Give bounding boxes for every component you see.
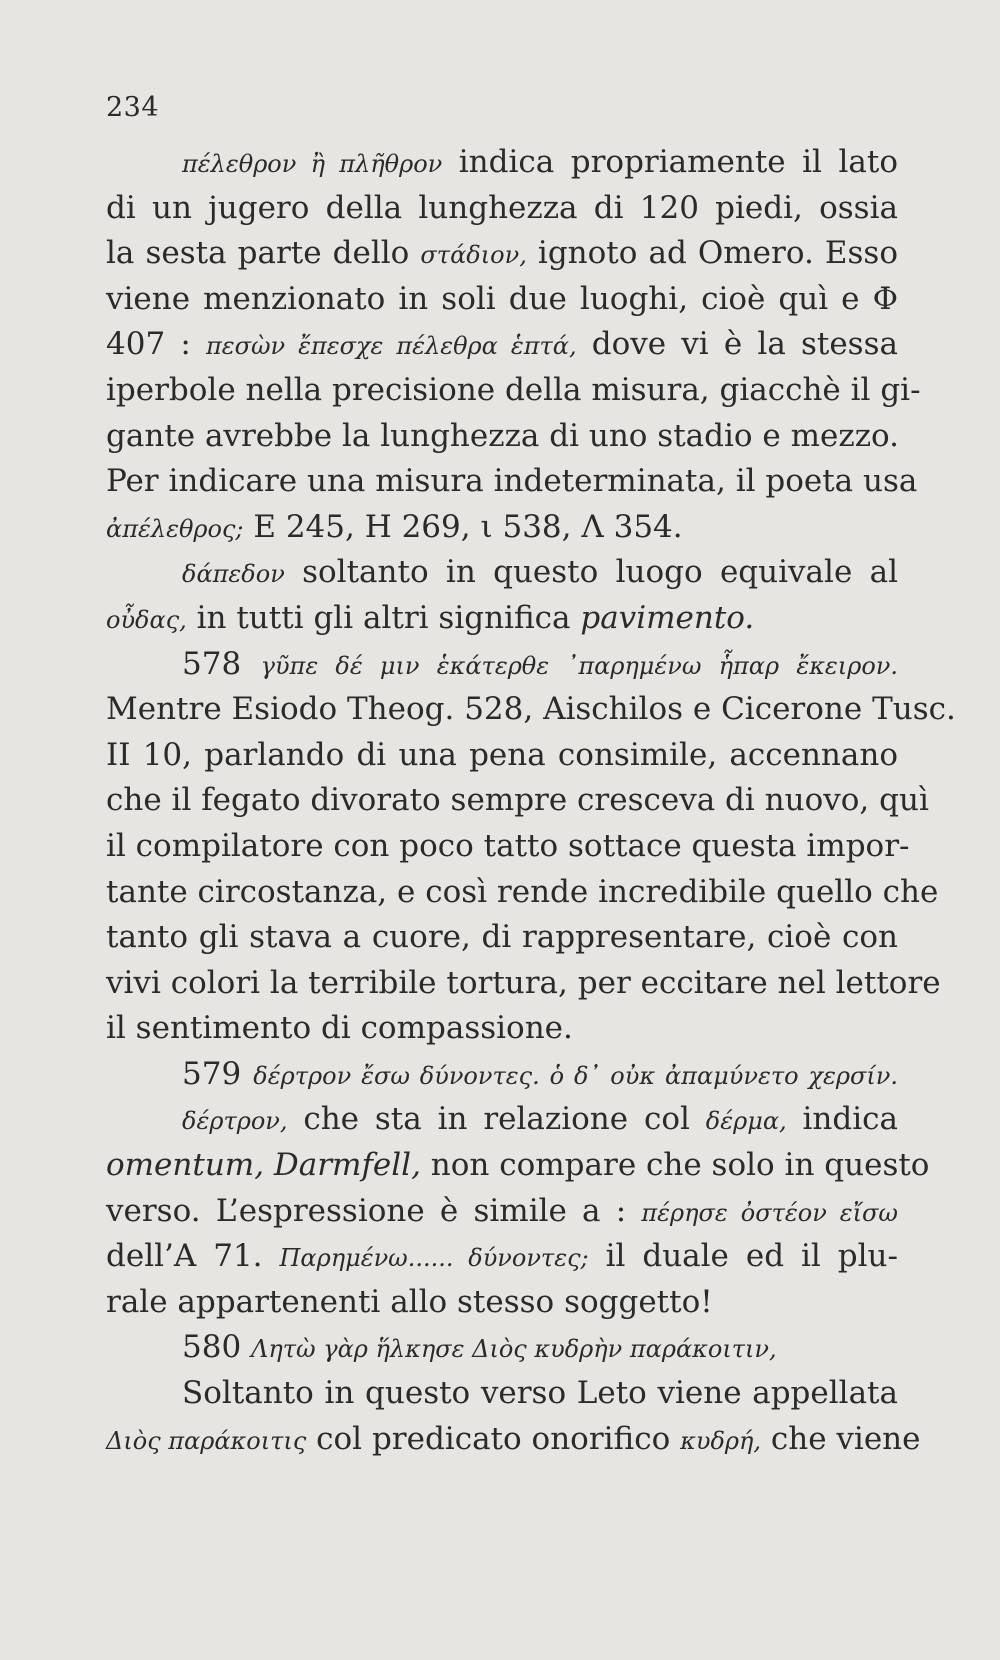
text-line: [106, 186, 898, 232]
text-line: [106, 1006, 898, 1052]
text-line: [106, 915, 898, 961]
greek-text: δάπεδον: [182, 560, 285, 589]
text-run: soltanto in questo luogo equivale al: [284, 554, 898, 591]
text-run: Soltanto in questo verso Leto viene appellata: [182, 1375, 898, 1412]
text-run: ignoto ad Omero. Esso: [526, 235, 899, 272]
text-run: la sesta parte dello: [106, 235, 421, 272]
text-run: vivi colori la terribile tortura, per eccitare nel lettore: [106, 964, 941, 1001]
text-run: indica: [786, 1101, 898, 1138]
text-run: indica propriamente il lato: [442, 144, 898, 180]
text-run: il duale ed il plu-: [588, 1238, 898, 1275]
text-run: 578: [182, 645, 261, 682]
text-run: dell’A 71.: [106, 1238, 280, 1275]
greek-text: πέλεθρον ἢ πλῆθρον: [182, 150, 443, 178]
text-run: viene menzionato in soli due luoghi, cioè quì e Φ: [106, 280, 898, 317]
italic-text: omentum, Darmfell,: [106, 1147, 421, 1184]
text-run: dove vi è la stessa: [576, 326, 898, 363]
text-line: [106, 231, 898, 277]
text-line: [106, 1280, 898, 1326]
text-line: [106, 870, 939, 916]
greek-text: Παρημένω...... δύνοντες;: [279, 1244, 589, 1273]
text-line: [106, 1417, 921, 1463]
text-run: non compare che solo in questo: [420, 1147, 930, 1184]
text-run: II 10, parlando di una pena consimile, accennano: [106, 736, 898, 773]
text-line: [106, 824, 910, 870]
text-line: [106, 1325, 898, 1371]
text-line: [106, 322, 898, 368]
text-run: tante circostanza, e così rende incredibile quello che: [106, 873, 939, 910]
text-line: [106, 505, 898, 551]
text-line: [106, 961, 941, 1007]
text-run: Mentre Esiodo Theog. 528, Aischilos e Cicerone Tusc.: [106, 691, 956, 728]
text-line: [106, 1234, 898, 1280]
greek-text: δέρτρον,: [182, 1107, 288, 1136]
body-text: [106, 140, 956, 1462]
greek-text: γῦπε δέ μιν ἑκάτερθε ᾿παρημένω ἧπαρ ἔκειρον.: [260, 651, 898, 680]
text-run: Per indicare una misura indeterminata, il poeta usa: [106, 463, 918, 500]
text-line: [106, 733, 898, 779]
text-run: 580: [182, 1329, 252, 1366]
text-run: E 245, H 269, ι 538, Λ 354.: [243, 508, 683, 545]
text-line: [106, 550, 898, 596]
text-run: il sentimento di compassione.: [106, 1010, 573, 1047]
text-run: 579: [182, 1055, 254, 1092]
text-line: [106, 687, 956, 733]
text-run: tanto gli stava a cuore, di rappresentare, cioè con: [106, 919, 898, 956]
text-run: gante avrebbe la lunghezza di uno stadio e mezzo.: [106, 417, 900, 454]
text-run: 407 :: [106, 326, 206, 363]
text-run: che il fegato divorato sempre cresceva di nuovo, quì: [106, 782, 929, 819]
text-line: [106, 459, 918, 505]
text-line: [106, 596, 898, 642]
greek-text: κυδρή,: [680, 1426, 762, 1455]
italic-text: pavimento.: [580, 599, 755, 636]
text-line: [106, 1097, 898, 1143]
greek-text: στάδιον,: [420, 241, 527, 270]
greek-text: πέρησε ὀστέον εἴσω: [641, 1198, 899, 1227]
text-run: che viene: [761, 1420, 921, 1457]
greek-text: οὖδας,: [106, 605, 187, 634]
greek-text: Διὸς παράκοιτις: [106, 1426, 307, 1455]
greek-text: ἀπέλεθρος;: [106, 514, 244, 543]
text-run: col predicato onorifico: [306, 1420, 681, 1457]
text-run: verso. L’espressione è simile a :: [106, 1192, 642, 1229]
text-line: [106, 414, 898, 460]
text-run: il compilatore con poco tatto sottace questa impor-: [106, 827, 910, 864]
text-line: [106, 1052, 898, 1098]
greek-text: δέρμα,: [705, 1107, 787, 1136]
text-line: [106, 368, 921, 414]
greek-text: Λητὼ γὰρ ἥλκησε Διὸς κυδρὴν παράκοιτιν,: [251, 1335, 777, 1364]
text-line: [106, 778, 929, 824]
text-run: di un jugero della lunghezza di 120 piedi, ossia: [106, 189, 898, 226]
text-line: [106, 277, 898, 323]
text-line: [106, 1189, 898, 1235]
greek-text: πεσὼν ἔπεσχε πέλεθρα ἑπτά,: [205, 332, 577, 361]
text-line: [106, 1143, 930, 1189]
text-run: che sta in relazione col: [287, 1101, 706, 1138]
greek-text: δέρτρον ἔσω δύνοντες. ὁ δ᾿ οὐκ ἀπαμύνετο χερσίν.: [253, 1061, 898, 1090]
text-run: in tutti gli altri significa: [186, 599, 581, 636]
text-run: rale appartenenti allo stesso soggetto!: [106, 1283, 713, 1320]
text-line: [106, 642, 898, 688]
text-line: [106, 1371, 898, 1417]
page-number: 234: [106, 92, 160, 123]
text-line: [106, 140, 898, 186]
text-run: iperbole nella precisione della misura, giacchè il gi-: [106, 371, 921, 408]
